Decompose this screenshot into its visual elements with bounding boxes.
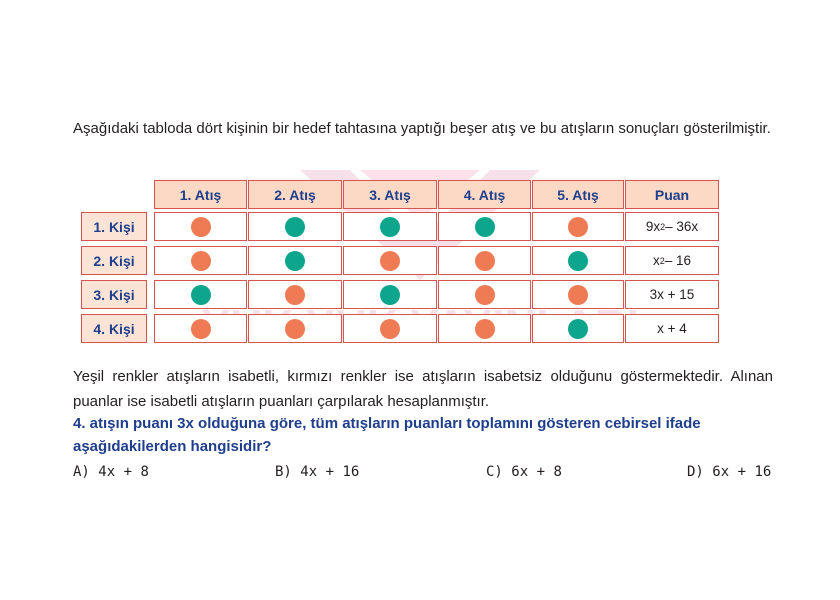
shot-cell [154,246,247,275]
header-cell: 1. Atış [154,180,247,209]
choice-text: 4x + 8 [98,464,149,480]
shot-cell [532,246,624,275]
header-cell: 5. Atış [532,180,624,209]
shot-cell [248,212,342,241]
row-label: 3. Kişi [81,280,147,309]
shot-cell [438,212,531,241]
shot-cell [343,314,437,343]
row-label: 1. Kişi [81,212,147,241]
choice-d[interactable] [687,464,771,480]
shot-cell [343,246,437,275]
points-exponent: 2 [659,255,665,266]
choice-text: 6x + 16 [712,464,772,480]
header-cell: 2. Atış [248,180,342,209]
hit-dot-icon [285,251,305,271]
points-cell [625,212,719,241]
shot-cell [438,314,531,343]
points-cell [625,314,719,343]
miss-dot-icon [568,285,588,305]
shot-cell [248,246,342,275]
hit-dot-icon [475,217,495,237]
choice-a[interactable] [73,464,149,480]
points-cell [625,280,719,309]
row-label: 2. Kişi [81,246,147,275]
question-text: 4. atışın puanı 3x olduğuna göre, tüm atışların puanları toplamını gösteren cebirsel ifade aşağıdakilerden hangisidir? [73,415,701,455]
miss-dot-icon [191,319,211,339]
shot-cell [154,212,247,241]
choice-b[interactable] [275,464,359,480]
miss-dot-icon [380,319,400,339]
miss-dot-icon [191,217,211,237]
shot-cell [438,280,531,309]
choice-letter: B) [275,464,292,480]
points-cell [625,246,719,275]
intro-paragraph: Aşağıdaki tabloda dört kişinin bir hedef tahtasına yaptığı beşer atış ve bu atışların sonuçları gösterilmiştir. [73,120,771,137]
hit-dot-icon [285,217,305,237]
choice-letter: C) [486,464,503,480]
explanation-paragraph: Yeşil renkler atışların isabetli, kırmızı renkler ise atışların isabetsiz olduğunu göstermektedir. Alınan puanlar ise isabetli atışların puanları çarpılarak hesaplanmıştır. [73,368,773,410]
shot-cell [343,280,437,309]
row-label: 4. Kişi [81,314,147,343]
shot-cell [248,280,342,309]
miss-dot-icon [568,217,588,237]
miss-dot-icon [285,285,305,305]
points-text: x [652,253,660,268]
miss-dot-icon [475,319,495,339]
header-cell: 3. Atış [343,180,437,209]
points-text: 3x + 15 [649,287,695,302]
shot-cell [532,314,624,343]
header-cell: Puan [625,180,719,209]
header-cell: 4. Atış [438,180,531,209]
shot-cell [154,314,247,343]
hit-dot-icon [380,285,400,305]
shot-cell [248,314,342,343]
points-text-tail: – 36x [665,219,699,234]
choice-text: 6x + 8 [511,464,562,480]
hit-dot-icon [568,319,588,339]
choice-letter: A) [73,464,90,480]
shot-cell [532,212,624,241]
points-text: x + 4 [657,321,687,336]
miss-dot-icon [191,251,211,271]
hit-dot-icon [380,217,400,237]
miss-dot-icon [475,285,495,305]
points-text: 9x [645,219,661,234]
miss-dot-icon [475,251,495,271]
points-exponent: 2 [660,221,666,232]
shot-cell [532,280,624,309]
hit-dot-icon [568,251,588,271]
miss-dot-icon [285,319,305,339]
miss-dot-icon [380,251,400,271]
shot-cell [343,212,437,241]
choice-letter: D) [687,464,704,480]
choice-c[interactable] [486,464,562,480]
shot-cell [438,246,531,275]
answer-choices [73,464,773,486]
shot-cell [154,280,247,309]
hit-dot-icon [191,285,211,305]
points-text-tail: – 16 [664,253,692,268]
choice-text: 4x + 16 [300,464,360,480]
